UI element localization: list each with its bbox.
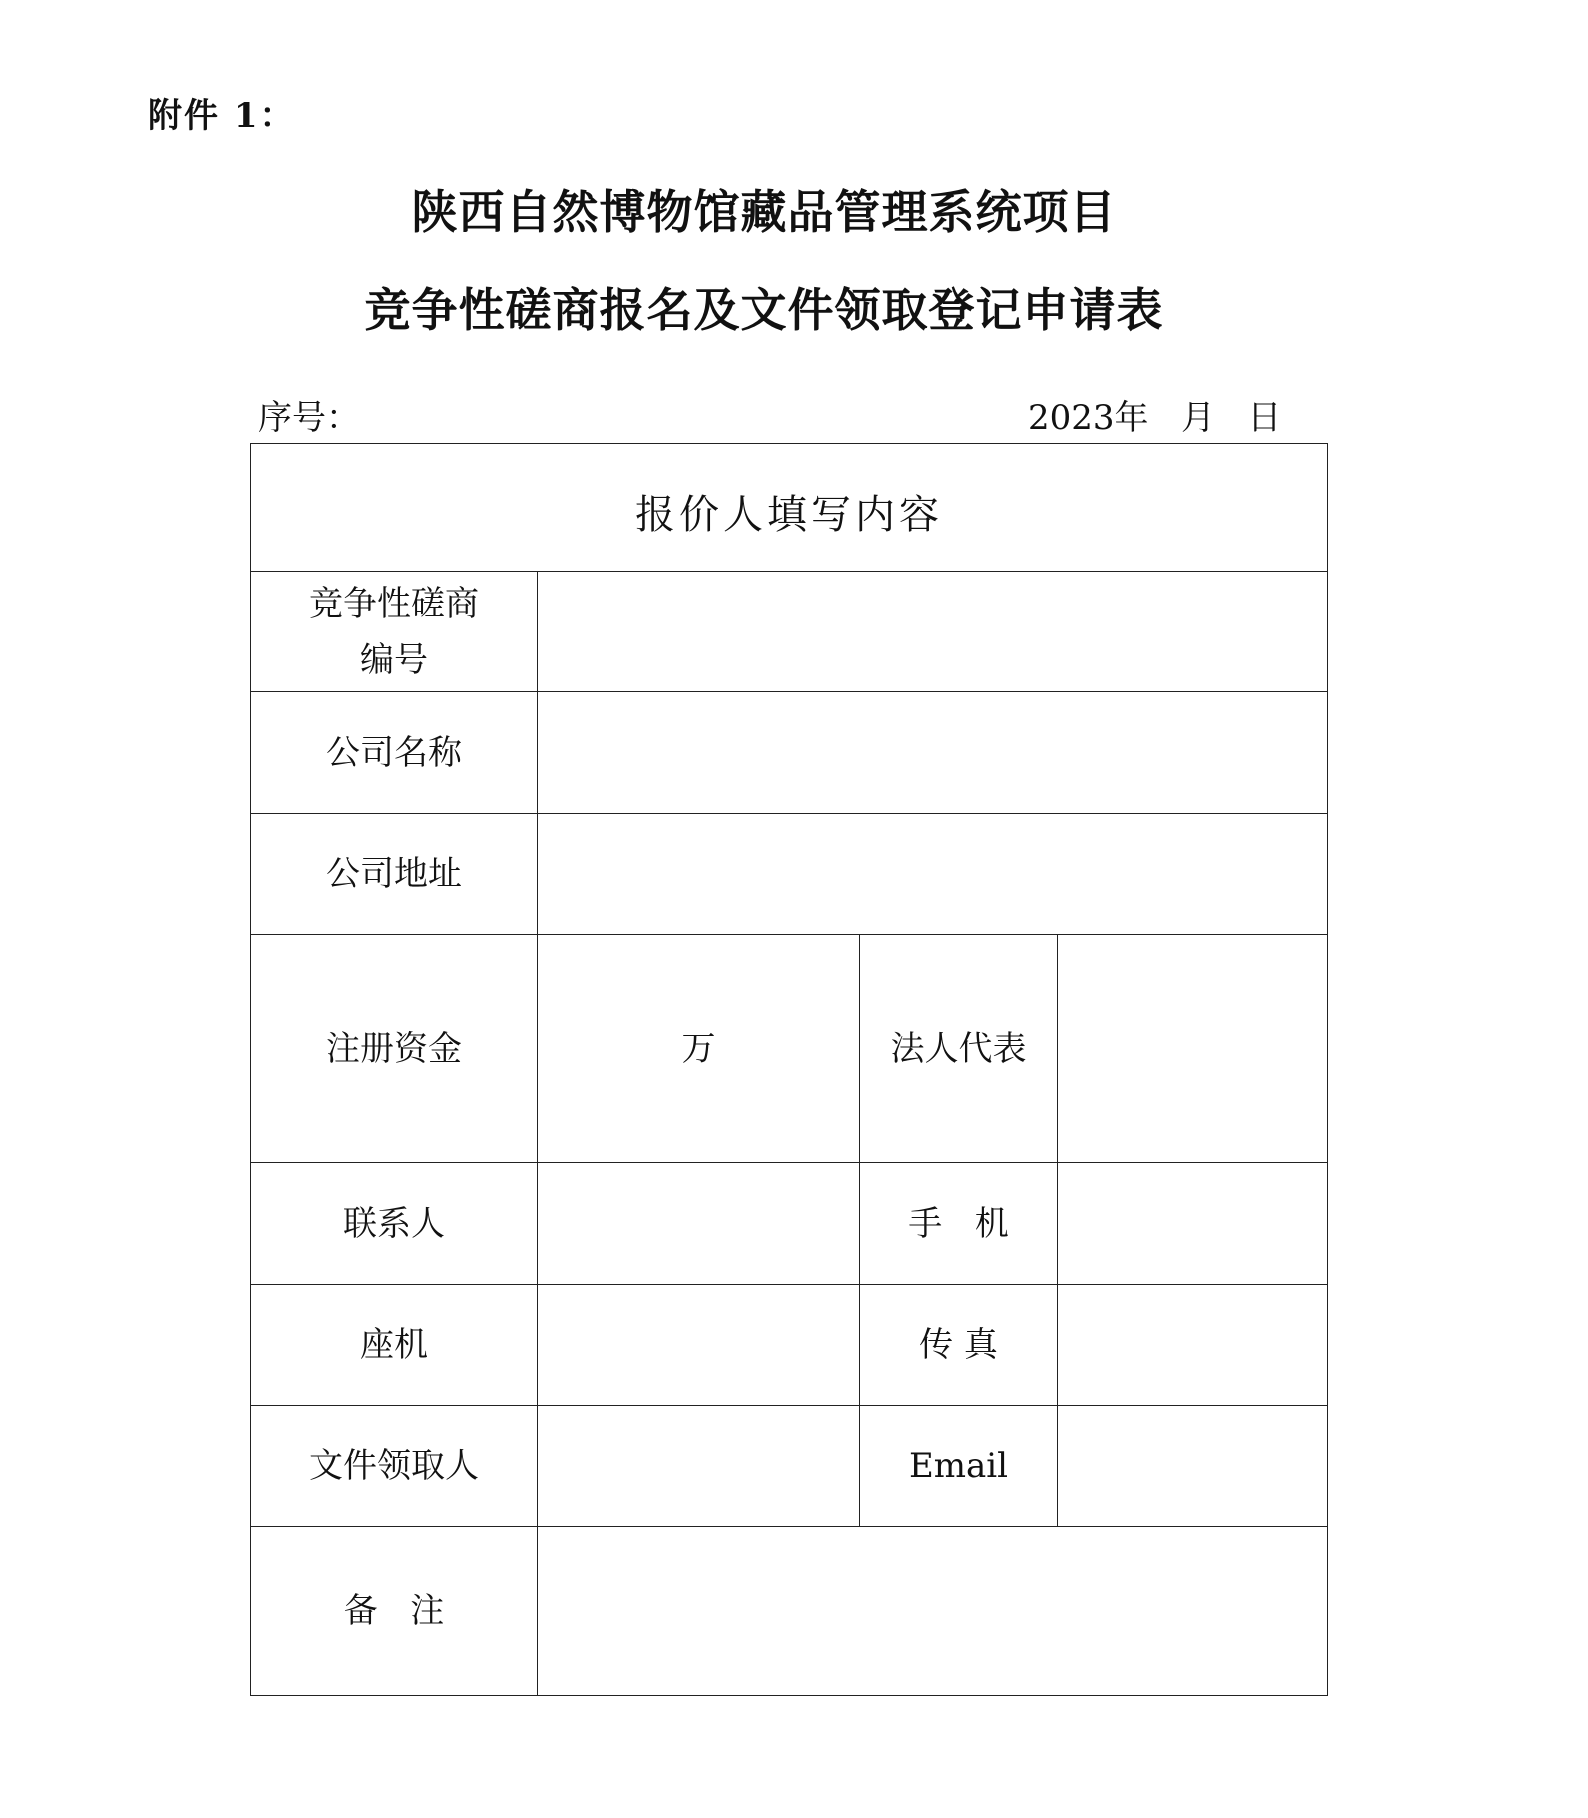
mobile-label: 手 机 — [860, 1163, 1058, 1285]
date-label: 2023年 月 日 — [1028, 398, 1282, 438]
landline-field[interactable] — [538, 1285, 860, 1406]
table-header: 报价人填写内容 — [251, 444, 1328, 572]
title-line-2: 竞争性磋商报名及文件领取登记申请表 — [364, 283, 1164, 337]
document-recipient-field[interactable] — [538, 1406, 860, 1527]
company-address-field[interactable] — [538, 814, 1328, 935]
table-row-bidder-number — [251, 572, 1328, 692]
table-row-contact — [251, 1163, 1328, 1285]
document-recipient-label: 文件领取人 — [251, 1406, 538, 1527]
contact-person-label: 联系人 — [251, 1163, 538, 1285]
company-name-field[interactable] — [538, 692, 1328, 814]
table-header-row — [251, 444, 1328, 572]
table-row-registered-capital — [251, 935, 1328, 1163]
remarks-label: 备 注 — [251, 1527, 538, 1696]
company-name-label: 公司名称 — [251, 692, 538, 814]
table-row-company-address — [251, 814, 1328, 935]
bidder-number-label — [251, 572, 538, 692]
mobile-field[interactable] — [1058, 1163, 1328, 1285]
landline-label: 座机 — [251, 1285, 538, 1406]
title-line-1: 陕西自然博物馆藏品管理系统项目 — [411, 185, 1117, 239]
remarks-field[interactable] — [538, 1527, 1328, 1696]
table-row-company-name — [251, 692, 1328, 814]
fax-label: 传 真 — [860, 1285, 1058, 1406]
registered-capital-label: 注册资金 — [251, 935, 538, 1163]
legal-representative-label: 法人代表 — [860, 935, 1058, 1163]
legal-representative-field[interactable] — [1058, 935, 1328, 1163]
bidder-number-label-line2: 编号 — [360, 639, 428, 680]
table-row-recipient — [251, 1406, 1328, 1527]
email-label: Email — [860, 1406, 1058, 1527]
company-address-label: 公司地址 — [251, 814, 538, 935]
attachment-label: 附件 1： — [148, 96, 296, 136]
table-row-phone — [251, 1285, 1328, 1406]
table-row-remarks — [251, 1527, 1328, 1696]
registered-capital-field[interactable]: 万 — [538, 935, 860, 1163]
contact-person-field[interactable] — [538, 1163, 860, 1285]
email-field[interactable] — [1058, 1406, 1328, 1527]
bidder-number-field[interactable] — [538, 572, 1328, 692]
registration-form-table — [250, 443, 1328, 1696]
fax-field[interactable] — [1058, 1285, 1328, 1406]
serial-number-label: 序号： — [258, 398, 360, 438]
bidder-number-label-line1: 竞争性磋商 — [309, 583, 479, 624]
